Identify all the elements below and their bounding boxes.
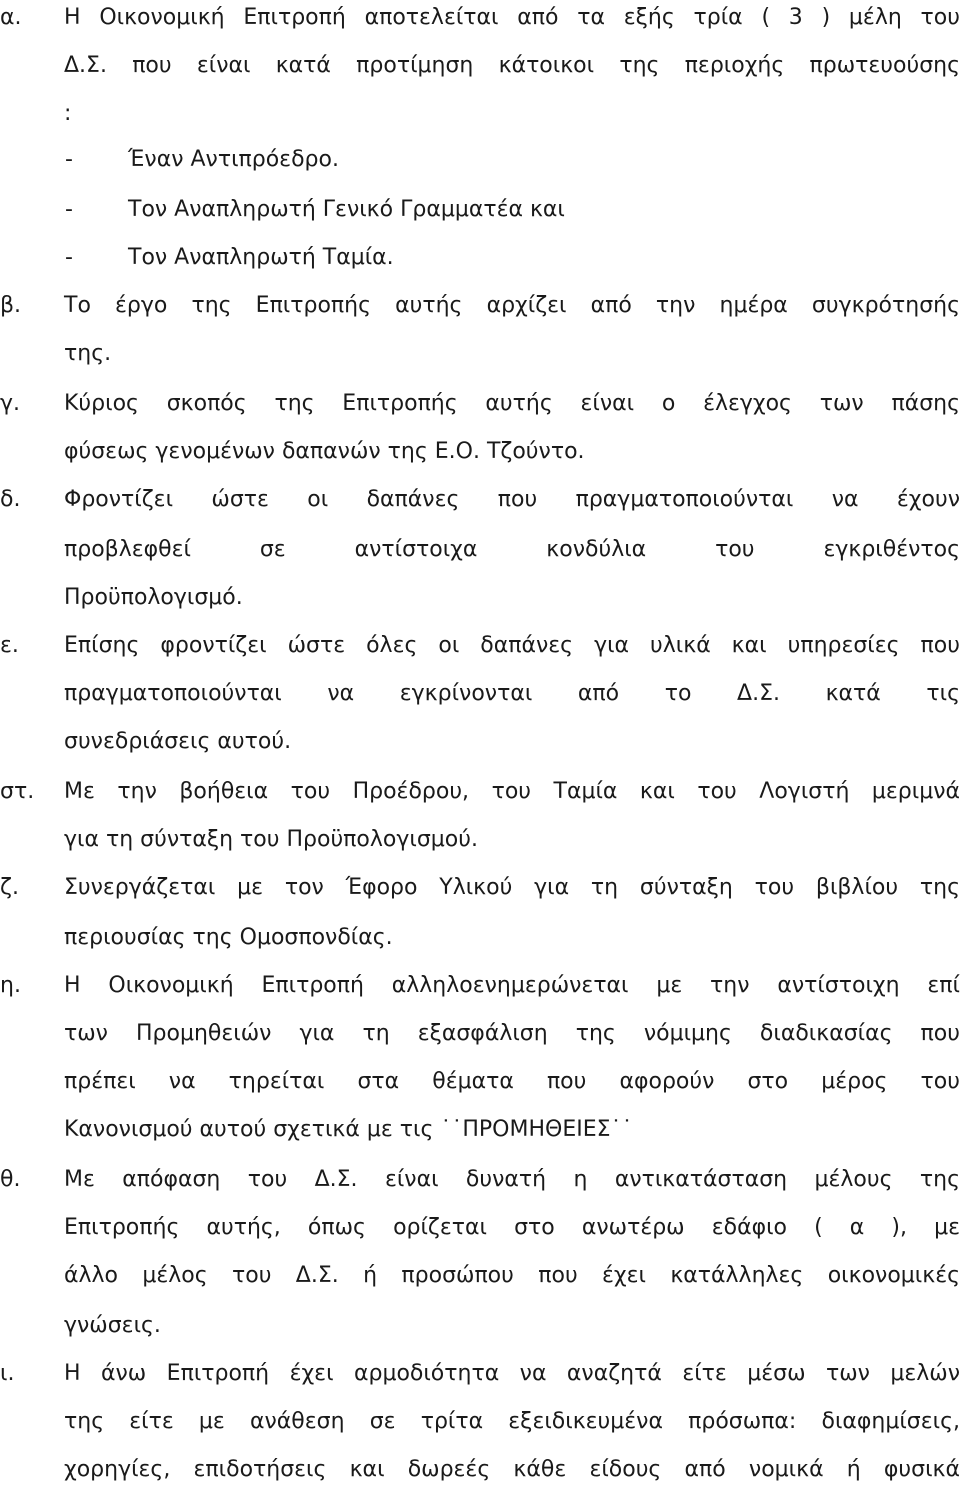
item-text: της είτε με ανάθεση σε τρίτα εξειδικευμένα πρόσωπα: διαφημίσεις, xyxy=(64,1409,960,1434)
list-item-continuation xyxy=(0,914,960,962)
list-item-continuation xyxy=(0,816,960,864)
list-item-continuation xyxy=(0,1446,960,1494)
list-item xyxy=(0,380,960,428)
item-marker: γ. xyxy=(0,391,21,416)
list-item xyxy=(0,622,960,670)
bullet-dash: - xyxy=(65,245,73,270)
list-item-continuation xyxy=(0,574,960,622)
item-text: Φροντίζει ώστε οι δαπάνες που πραγματοποιούνται να έχουν xyxy=(64,487,960,512)
list-item xyxy=(0,1350,960,1398)
item-text: Η άνω Επιτροπή έχει αρμοδιότητα να αναζητά είτε μέσω των μελών xyxy=(64,1361,960,1386)
list-item xyxy=(0,962,960,1010)
list-item-continuation xyxy=(0,1252,960,1300)
sub-list-item xyxy=(0,136,960,184)
item-text: άλλο μέλος του Δ.Σ. ή προσώπου που έχει κατάλληλες οικονομικές xyxy=(64,1263,960,1288)
list-item xyxy=(0,0,960,42)
list-item-continuation xyxy=(0,526,960,574)
item-text: πραγματοποιούνται να εγκρίνονται από το Δ.Σ. κατά τις xyxy=(64,681,960,706)
sub-item-text: Έναν Αντιπρόεδρο. xyxy=(128,147,339,172)
item-text: Το έργο της Επιτροπής αυτής αρχίζει από την ημέρα συγκρότησής xyxy=(64,293,960,318)
list-item-continuation xyxy=(0,42,960,90)
list-item-continuation xyxy=(0,330,960,378)
item-text: γνώσεις. xyxy=(64,1313,161,1338)
item-marker: β. xyxy=(0,293,22,318)
sub-item-text: Τον Αναπληρωτή Γενικό Γραμματέα και xyxy=(128,197,565,222)
item-text: Επίσης φροντίζει ώστε όλες οι δαπάνες για υλικά και υπηρεσίες που xyxy=(64,633,960,658)
item-text: Δ.Σ. που είναι κατά προτίμηση κάτοικοι της περιοχής πρωτευούσης xyxy=(64,53,960,78)
item-text: προβλεφθεί σε αντίστοιχα κονδύλια του εγκριθέντος xyxy=(64,537,960,562)
bullet-dash: - xyxy=(65,197,73,222)
list-item-continuation xyxy=(0,1302,960,1350)
list-item xyxy=(0,476,960,524)
list-item-continuation xyxy=(0,428,960,476)
item-text: περιουσίας της Ομοσπονδίας. xyxy=(64,925,393,950)
sub-list-item xyxy=(0,186,960,234)
sub-list-item xyxy=(0,234,960,282)
item-text: των Προμηθειών για τη εξασφάλιση της νόμιμης διαδικασίας που xyxy=(64,1021,960,1046)
list-item xyxy=(0,864,960,912)
item-marker: η. xyxy=(0,973,21,998)
list-item xyxy=(0,1156,960,1204)
item-text: Προϋπολογισμό. xyxy=(64,585,243,610)
item-text: : xyxy=(64,101,72,126)
item-text: Με την βοήθεια του Προέδρου, του Ταμία και του Λογιστή μεριμνά xyxy=(64,779,960,804)
item-text: Η Οικονομική Επιτροπή αλληλοενημερώνεται με την αντίστοιχη επί xyxy=(64,973,960,998)
sub-item-text: Τον Αναπληρωτή Ταμία. xyxy=(128,245,394,270)
item-marker: ε. xyxy=(0,633,19,658)
item-marker: ζ. xyxy=(0,875,19,900)
item-text: χορηγίες, επιδοτήσεις και δωρεές κάθε είδους από νομικά ή φυσικά xyxy=(64,1457,960,1482)
item-text: Η Οικονομική Επιτροπή αποτελείται από τα εξής τρία ( 3 ) μέλη του xyxy=(64,5,960,30)
list-item-continuation xyxy=(0,90,960,138)
item-marker: θ. xyxy=(0,1167,21,1192)
item-text: συνεδριάσεις αυτού. xyxy=(64,729,292,754)
item-marker: δ. xyxy=(0,487,21,512)
list-item-continuation xyxy=(0,1106,960,1154)
item-text: Με απόφαση του Δ.Σ. είναι δυνατή η αντικατάσταση μέλους της xyxy=(64,1167,960,1192)
item-text: Συνεργάζεται με τον Έφορο Υλικού για τη σύνταξη του βιβλίου της xyxy=(64,875,960,900)
bullet-dash: - xyxy=(65,147,73,172)
item-text: για τη σύνταξη του Προϋπολογισμού. xyxy=(64,827,478,852)
list-item xyxy=(0,282,960,330)
item-text: Κανονισμού αυτού σχετικά με τις ˙˙ΠΡΟΜΗΘΕΙΕΣ˙˙ xyxy=(64,1117,633,1142)
list-item-continuation xyxy=(0,1204,960,1252)
item-text: της. xyxy=(64,341,112,366)
list-item-continuation xyxy=(0,1398,960,1446)
item-text: Κύριος σκοπός της Επιτροπής αυτής είναι ο έλεγχος των πάσης xyxy=(64,391,960,416)
list-item-continuation xyxy=(0,670,960,718)
list-item xyxy=(0,768,960,816)
item-marker: ι. xyxy=(0,1361,15,1386)
item-text: φύσεως γενομένων δαπανών της Ε.Ο. Τζούντο. xyxy=(64,439,585,464)
list-item-continuation xyxy=(0,718,960,766)
item-marker: α. xyxy=(0,5,22,30)
list-item-continuation xyxy=(0,1010,960,1058)
item-text: πρέπει να τηρείται στα θέματα που αφορούν στο μέρος του xyxy=(64,1069,960,1094)
item-text: Επιτροπής αυτής, όπως ορίζεται στο ανωτέρω εδάφιο ( α ), με xyxy=(64,1215,960,1240)
list-item-continuation xyxy=(0,1058,960,1106)
item-marker: στ. xyxy=(0,779,35,804)
